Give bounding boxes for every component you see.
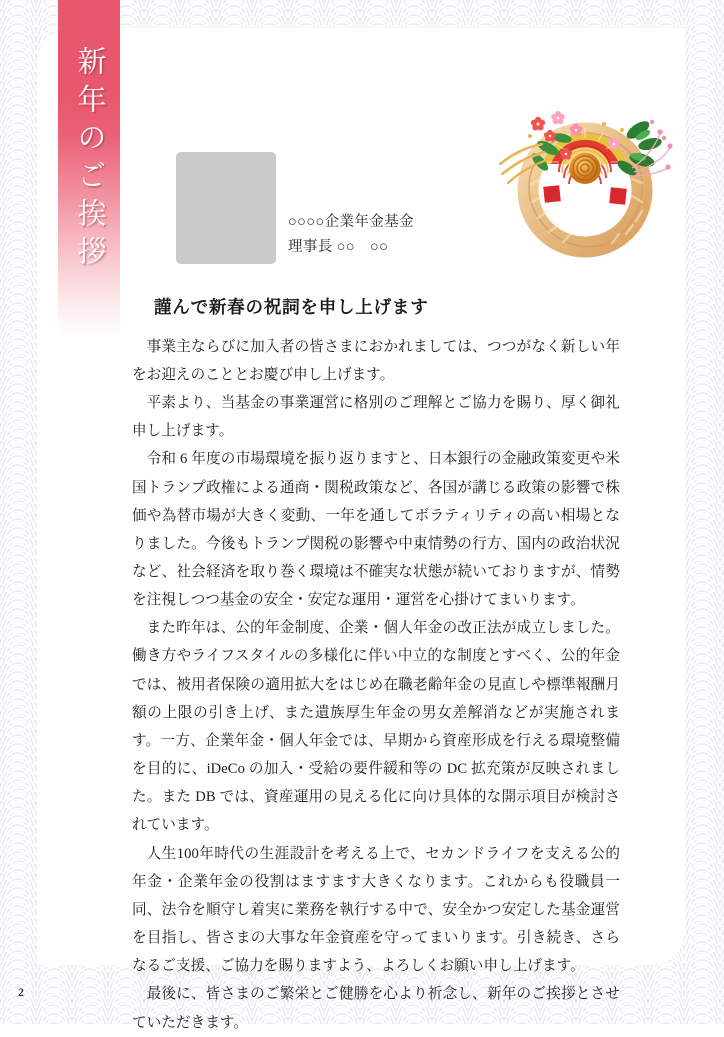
chairman-name: 理事長 ○○ ○○	[288, 238, 389, 255]
page-number: 2	[18, 985, 24, 999]
body-paragraph: 最後に、皆さまのご繁栄とご健勝を心より祈念し、新年のご挨拶とさせていただきます。	[132, 986, 620, 1031]
letter-body	[132, 296, 620, 1037]
banner-title-text: 新年のご挨拶	[73, 46, 106, 274]
organization-name: ○○○○企業年金基金	[288, 214, 415, 230]
body-paragraph: 平素より、当基金の事業運営に格別のご理解とご協力を賜り、厚く御礼申し上げます。	[132, 395, 620, 440]
body-paragraph: 事業主ならびに加入者の皆さまにおかれましては、つつがなく新しい年をお迎えのこととお慶び申し上げます。	[132, 338, 620, 383]
body-paragraph: また昨年は、公的年金制度、企業・個人年金の改正法が成立しました。働き方やライフスタイルの多様化に伴い中立的な制度とすべく、公的年金では、被用者保険の適用拡大をはじめ在職老齢年金の見直しや標準報酬月額の上限の引き上げ、また遺族厚生年金の男女差解消などが実施されます。一方、企業年金・個人年金では、早期から資産形成を行える環境整備を目的に、iDeCo の加入・受給の要件緩和等の DC 拡充策が反映されました。また DB では、資産運用の見える化に向け具体的な開示項目が検討されています。	[132, 620, 620, 834]
page-title: 謹んで新春の祝詞を申し上げます	[154, 297, 429, 317]
body-paragraph: 人生100年時代の生涯設計を考える上で、セカンドライフを支える公的年金・企業年金の役割はますます大きくなります。これからも役職員一同、法令を順守し着実に業務を執行する中で、安全かつ安定した基金運営を目指し、皆さまの大事な年金資産を守ってまいります。引き続き、さらなるご支援、ご協力を賜りますよう、よろしくお願い申し上げます。	[132, 845, 620, 975]
organization-signature	[288, 210, 414, 260]
signature-block	[176, 152, 476, 266]
vertical-title-banner	[58, 0, 120, 336]
new-year-wreath-icon	[492, 72, 678, 264]
chairman-photo-placeholder	[176, 152, 276, 264]
body-paragraph: 令和 6 年度の市場環境を振り返りますと、日本銀行の金融政策変更や米国トランプ政権による通商・関税政策など、各国が講じる政策の影響で株価や為替市場が大きく変動、一年を通してボラティリティの高い相場となりました。今後もトランプ関税の影響や中東情勢の行方、国内の政治状況など、社会経済を取り巻く環境は不確実な状態が続いておりますが、情勢を注視しつつ基金の安全・安定な運用・運営を心掛けてまいります。	[132, 451, 620, 609]
